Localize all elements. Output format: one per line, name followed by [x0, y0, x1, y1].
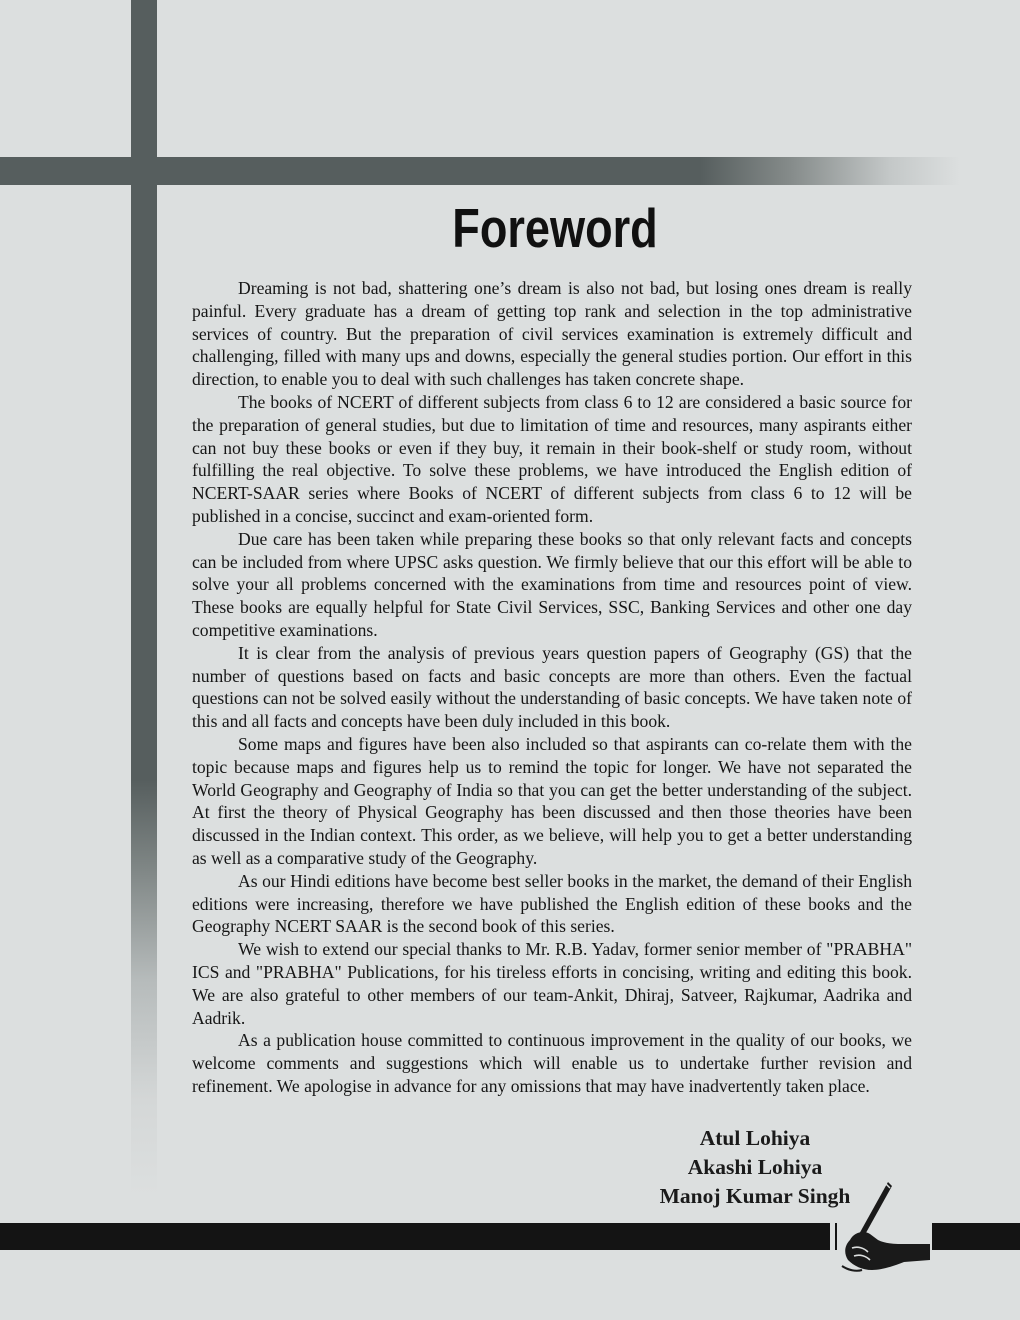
- footer-bar: [0, 1223, 830, 1250]
- paragraph: We wish to extend our special thanks to Mr. R.B. Yadav, former senior member of "PRABHA" ICS and "PRABHA" Publications, for his tireless efforts in concising, writing and editing this book. We are also grateful to other members of our team-Ankit, Dhiraj, Satveer, Rajkumar, Aadrika and Aadrik.: [192, 939, 912, 1028]
- page-title: Foreword: [452, 197, 658, 259]
- paragraph: It is clear from the analysis of previous years question papers of Geography (GS) that the number of questions based on facts and basic concepts are more than others. Even the factual questions can not be solved easily without the understanding of basic concepts. We have taken note of this and all facts and concepts have been duly included in this book.: [192, 642, 912, 732]
- paragraph: Dreaming is not bad, shattering one’s dream is also not bad, but losing ones dream is really painful. Every graduate has a dream of getting top rank and selection in the top administrative services of country. But the preparation of civil services examination is extremely difficult and challenging, filled with many ups and downs, especially the general studies portion. Our effort in this direction, to enable you to deal with such challenges has taken concrete shape.: [192, 278, 912, 390]
- decorative-horizontal-bar: [0, 157, 960, 185]
- pen-in-hand-icon: [832, 1178, 932, 1278]
- paragraph: Some maps and figures have been also included so that aspirants can co-relate them with the topic because maps and figures help us to remind the topic for longer. We have not separated the World Geography and Geography of India so that you can get the better understanding of the subject. At first the theory of Physical Geography has been discussed and then those theories have been discussed in the Indian context. This order, as we believe, will help you to get a better understanding as well as a comparative study of the Geography.: [192, 733, 912, 868]
- footer-bar-end: [932, 1223, 1020, 1250]
- signatory-name: Manoj Kumar Singh: [659, 1184, 851, 1208]
- signatory-name: Akashi Lohiya: [687, 1155, 823, 1179]
- paragraph: Due care has been taken while preparing these books so that only relevant facts and concepts can be included from where UPSC asks question. We firmly believe that our this effort will be able to solve your all problems concerned with the examinations from time and resources point of view. These books are equally helpful for State Civil Services, SSC, Banking Services and other one day competitive examinations.: [192, 528, 912, 640]
- foreword-body: [192, 277, 912, 1098]
- paragraph: As a publication house committed to continuous improvement in the quality of our books, we welcome comments and suggestions which will enable us to undertake further revision and refinement. We apologise in advance for any omissions that may have inadvertently taken place.: [192, 1030, 912, 1096]
- paragraph: As our Hindi editions have become best seller books in the market, the demand of their English editions were increasing, therefore we have published the English edition of these books and the Geography NCERT SAAR is the second book of this series.: [192, 870, 912, 937]
- paragraph: The books of NCERT of different subjects from class 6 to 12 are considered a basic source for the preparation of general studies, but due to limitation of time and resources, many aspirants either can not buy these books or even if they buy, it remain in their book-shelf or study room, without fulfilling the real objective. To solve these problems, we have introduced the English edition of NCERT-SAAR series where Books of NCERT of different subjects from class 6 to 12 will be published in a concise, succinct and exam-oriented form.: [192, 391, 912, 526]
- signatory-name: Atul Lohiya: [699, 1126, 811, 1150]
